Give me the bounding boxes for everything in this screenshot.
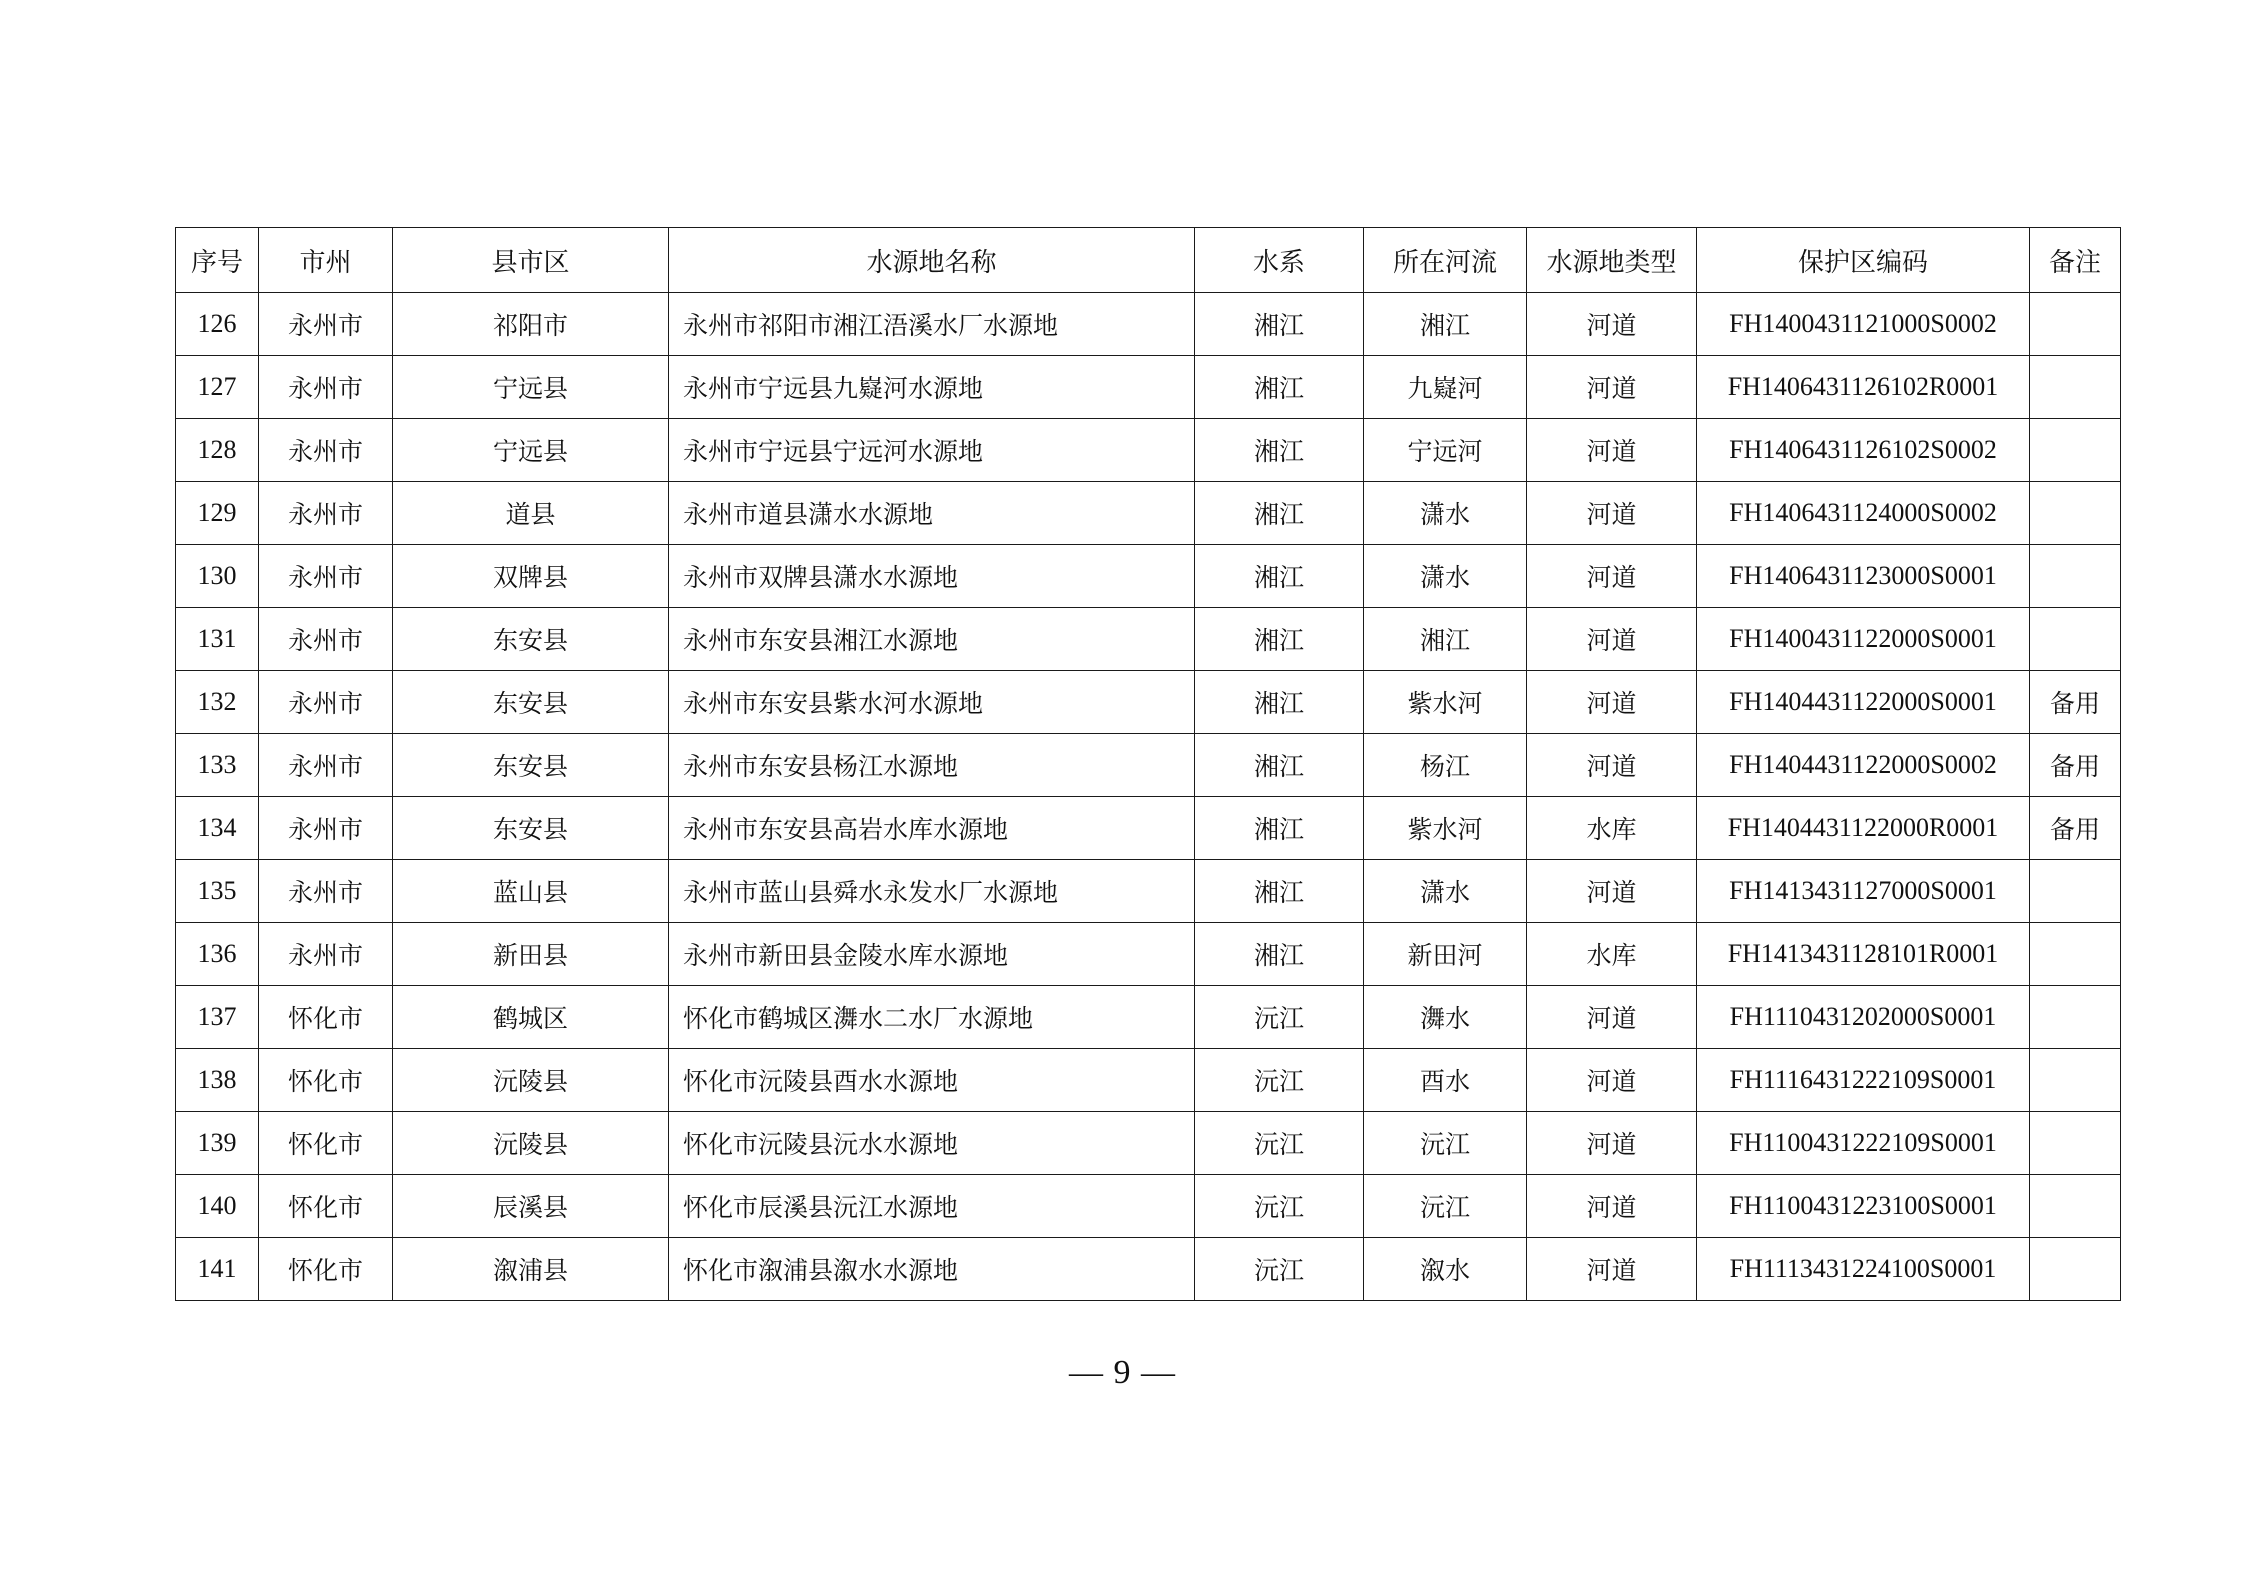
cell-seq: 140 — [176, 1175, 259, 1238]
cell-river: 潇水 — [1364, 482, 1527, 545]
cell-remarks — [2030, 293, 2121, 356]
cell-county: 蓝山县 — [393, 860, 669, 923]
cell-source-type: 河道 — [1527, 986, 1697, 1049]
cell-remarks — [2030, 1238, 2121, 1301]
cell-remarks: 备用 — [2030, 734, 2121, 797]
cell-seq: 130 — [176, 545, 259, 608]
cell-river: 沅江 — [1364, 1112, 1527, 1175]
header-water-system: 水系 — [1195, 228, 1364, 293]
cell-city: 永州市 — [259, 482, 393, 545]
cell-seq: 127 — [176, 356, 259, 419]
cell-water-system: 沅江 — [1195, 986, 1364, 1049]
cell-river: 湘江 — [1364, 293, 1527, 356]
table-row — [176, 608, 2121, 671]
cell-remarks — [2030, 545, 2121, 608]
document-page — [175, 227, 2120, 1301]
cell-city: 永州市 — [259, 734, 393, 797]
header-city: 市州 — [259, 228, 393, 293]
cell-city: 怀化市 — [259, 986, 393, 1049]
cell-city: 怀化市 — [259, 1175, 393, 1238]
cell-protection-code: FH1413431128101R0001 — [1697, 923, 2030, 986]
cell-source-name: 永州市道县潇水水源地 — [669, 482, 1195, 545]
cell-water-system: 沅江 — [1195, 1175, 1364, 1238]
cell-city: 永州市 — [259, 356, 393, 419]
cell-protection-code: FH1110431202000S0001 — [1697, 986, 2030, 1049]
cell-source-name: 怀化市沅陵县酉水水源地 — [669, 1049, 1195, 1112]
table-row — [176, 671, 2121, 734]
header-protection-code: 保护区编码 — [1697, 228, 2030, 293]
cell-source-name: 怀化市溆浦县溆水水源地 — [669, 1238, 1195, 1301]
cell-seq: 141 — [176, 1238, 259, 1301]
cell-water-system: 湘江 — [1195, 482, 1364, 545]
cell-river: 杨江 — [1364, 734, 1527, 797]
cell-city: 永州市 — [259, 545, 393, 608]
cell-seq: 132 — [176, 671, 259, 734]
cell-seq: 128 — [176, 419, 259, 482]
table-row — [176, 986, 2121, 1049]
cell-source-name: 永州市东安县湘江水源地 — [669, 608, 1195, 671]
header-seq: 序号 — [176, 228, 259, 293]
cell-seq: 136 — [176, 923, 259, 986]
cell-city: 永州市 — [259, 923, 393, 986]
cell-source-name: 永州市双牌县潇水水源地 — [669, 545, 1195, 608]
table-header-row — [176, 228, 2121, 293]
cell-seq: 133 — [176, 734, 259, 797]
cell-protection-code: FH1404431122000S0001 — [1697, 671, 2030, 734]
cell-county: 沅陵县 — [393, 1049, 669, 1112]
cell-seq: 126 — [176, 293, 259, 356]
cell-county: 辰溪县 — [393, 1175, 669, 1238]
cell-water-system: 湘江 — [1195, 419, 1364, 482]
cell-river: 酉水 — [1364, 1049, 1527, 1112]
cell-county: 新田县 — [393, 923, 669, 986]
cell-water-system: 沅江 — [1195, 1049, 1364, 1112]
cell-source-type: 河道 — [1527, 482, 1697, 545]
cell-source-type: 河道 — [1527, 545, 1697, 608]
cell-water-system: 湘江 — [1195, 545, 1364, 608]
cell-city: 永州市 — [259, 419, 393, 482]
cell-water-system: 湘江 — [1195, 356, 1364, 419]
cell-water-system: 湘江 — [1195, 671, 1364, 734]
cell-source-type: 河道 — [1527, 1112, 1697, 1175]
cell-source-name: 永州市宁远县宁远河水源地 — [669, 419, 1195, 482]
cell-source-type: 水库 — [1527, 923, 1697, 986]
cell-water-system: 沅江 — [1195, 1238, 1364, 1301]
cell-remarks — [2030, 1049, 2121, 1112]
cell-river: 紫水河 — [1364, 797, 1527, 860]
cell-river: 新田河 — [1364, 923, 1527, 986]
cell-water-system: 湘江 — [1195, 860, 1364, 923]
cell-river: 宁远河 — [1364, 419, 1527, 482]
cell-source-name: 永州市东安县杨江水源地 — [669, 734, 1195, 797]
cell-protection-code: FH1406431126102S0002 — [1697, 419, 2030, 482]
cell-remarks — [2030, 608, 2121, 671]
cell-source-type: 河道 — [1527, 1049, 1697, 1112]
cell-seq: 129 — [176, 482, 259, 545]
cell-protection-code: FH1400431121000S0002 — [1697, 293, 2030, 356]
table-row — [176, 419, 2121, 482]
cell-city: 永州市 — [259, 293, 393, 356]
header-remarks: 备注 — [2030, 228, 2121, 293]
water-source-table — [175, 227, 2121, 1301]
cell-water-system: 湘江 — [1195, 608, 1364, 671]
table-row — [176, 482, 2121, 545]
cell-seq: 135 — [176, 860, 259, 923]
cell-source-name: 永州市宁远县九嶷河水源地 — [669, 356, 1195, 419]
table-row — [176, 356, 2121, 419]
cell-source-type: 河道 — [1527, 1175, 1697, 1238]
table-row — [176, 734, 2121, 797]
cell-source-name: 永州市新田县金陵水库水源地 — [669, 923, 1195, 986]
cell-protection-code: FH1406431126102R0001 — [1697, 356, 2030, 419]
cell-source-name: 永州市东安县紫水河水源地 — [669, 671, 1195, 734]
cell-source-type: 河道 — [1527, 293, 1697, 356]
cell-protection-code: FH1113431224100S0001 — [1697, 1238, 2030, 1301]
cell-river: 潇水 — [1364, 545, 1527, 608]
cell-county: 东安县 — [393, 671, 669, 734]
cell-county: 宁远县 — [393, 419, 669, 482]
cell-source-type: 水库 — [1527, 797, 1697, 860]
cell-county: 溆浦县 — [393, 1238, 669, 1301]
cell-river: 紫水河 — [1364, 671, 1527, 734]
cell-remarks — [2030, 986, 2121, 1049]
header-source-type: 水源地类型 — [1527, 228, 1697, 293]
cell-river: 㵲水 — [1364, 986, 1527, 1049]
cell-source-type: 河道 — [1527, 356, 1697, 419]
cell-county: 鹤城区 — [393, 986, 669, 1049]
header-source-name: 水源地名称 — [669, 228, 1195, 293]
cell-remarks — [2030, 482, 2121, 545]
cell-water-system: 湘江 — [1195, 797, 1364, 860]
cell-source-name: 永州市东安县高岩水库水源地 — [669, 797, 1195, 860]
table-row — [176, 1175, 2121, 1238]
cell-county: 东安县 — [393, 797, 669, 860]
cell-source-name: 怀化市鹤城区㵲水二水厂水源地 — [669, 986, 1195, 1049]
cell-city: 怀化市 — [259, 1049, 393, 1112]
cell-source-name: 永州市蓝山县舜水永发水厂水源地 — [669, 860, 1195, 923]
cell-remarks — [2030, 356, 2121, 419]
table-row — [176, 293, 2121, 356]
cell-city: 永州市 — [259, 671, 393, 734]
table-body — [176, 293, 2121, 1301]
cell-city: 永州市 — [259, 860, 393, 923]
cell-city: 永州市 — [259, 797, 393, 860]
cell-water-system: 湘江 — [1195, 734, 1364, 797]
cell-remarks: 备用 — [2030, 671, 2121, 734]
cell-seq: 137 — [176, 986, 259, 1049]
cell-protection-code: FH1413431127000S0001 — [1697, 860, 2030, 923]
cell-protection-code: FH1400431122000S0001 — [1697, 608, 2030, 671]
cell-source-type: 河道 — [1527, 860, 1697, 923]
cell-protection-code: FH1404431122000R0001 — [1697, 797, 2030, 860]
cell-city: 怀化市 — [259, 1238, 393, 1301]
table-row — [176, 1049, 2121, 1112]
table-row — [176, 860, 2121, 923]
cell-protection-code: FH1404431122000S0002 — [1697, 734, 2030, 797]
cell-seq: 134 — [176, 797, 259, 860]
cell-protection-code: FH1100431222109S0001 — [1697, 1112, 2030, 1175]
cell-city: 怀化市 — [259, 1112, 393, 1175]
cell-county: 东安县 — [393, 608, 669, 671]
header-river: 所在河流 — [1364, 228, 1527, 293]
cell-remarks — [2030, 923, 2121, 986]
cell-river: 湘江 — [1364, 608, 1527, 671]
table-row — [176, 923, 2121, 986]
cell-river: 潇水 — [1364, 860, 1527, 923]
cell-source-type: 河道 — [1527, 608, 1697, 671]
cell-city: 永州市 — [259, 608, 393, 671]
cell-source-type: 河道 — [1527, 671, 1697, 734]
cell-source-name: 怀化市沅陵县沅水水源地 — [669, 1112, 1195, 1175]
cell-remarks — [2030, 419, 2121, 482]
cell-source-name: 永州市祁阳市湘江浯溪水厂水源地 — [669, 293, 1195, 356]
cell-river: 溆水 — [1364, 1238, 1527, 1301]
table-row — [176, 545, 2121, 608]
cell-county: 道县 — [393, 482, 669, 545]
cell-remarks — [2030, 1175, 2121, 1238]
cell-seq: 138 — [176, 1049, 259, 1112]
cell-source-name: 怀化市辰溪县沅江水源地 — [669, 1175, 1195, 1238]
cell-county: 祁阳市 — [393, 293, 669, 356]
page-number: — 9 — — [1069, 1354, 1176, 1391]
cell-seq: 139 — [176, 1112, 259, 1175]
cell-county: 东安县 — [393, 734, 669, 797]
cell-county: 沅陵县 — [393, 1112, 669, 1175]
table-row — [176, 1238, 2121, 1301]
cell-source-type: 河道 — [1527, 419, 1697, 482]
table-row — [176, 1112, 2121, 1175]
cell-source-type: 河道 — [1527, 1238, 1697, 1301]
cell-water-system: 湘江 — [1195, 293, 1364, 356]
cell-protection-code: FH1116431222109S0001 — [1697, 1049, 2030, 1112]
cell-source-type: 河道 — [1527, 734, 1697, 797]
cell-remarks: 备用 — [2030, 797, 2121, 860]
header-county: 县市区 — [393, 228, 669, 293]
cell-remarks — [2030, 1112, 2121, 1175]
cell-protection-code: FH1406431123000S0001 — [1697, 545, 2030, 608]
cell-remarks — [2030, 860, 2121, 923]
cell-water-system: 湘江 — [1195, 923, 1364, 986]
table-row — [176, 797, 2121, 860]
cell-water-system: 沅江 — [1195, 1112, 1364, 1175]
cell-county: 宁远县 — [393, 356, 669, 419]
cell-river: 沅江 — [1364, 1175, 1527, 1238]
cell-river: 九嶷河 — [1364, 356, 1527, 419]
cell-county: 双牌县 — [393, 545, 669, 608]
cell-protection-code: FH1100431223100S0001 — [1697, 1175, 2030, 1238]
cell-protection-code: FH1406431124000S0002 — [1697, 482, 2030, 545]
cell-seq: 131 — [176, 608, 259, 671]
